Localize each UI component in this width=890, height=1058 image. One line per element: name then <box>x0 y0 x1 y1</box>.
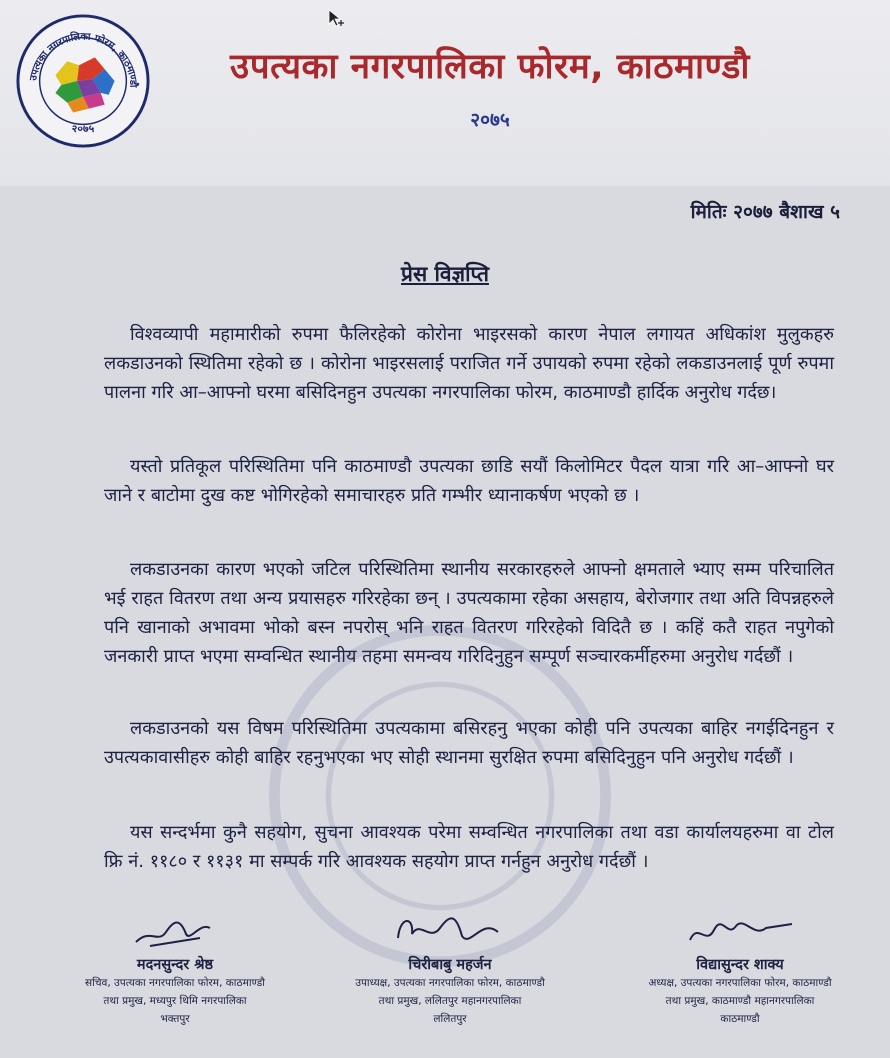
signatory-role: तथा प्रमुख, ललितपुर महानगरपालिका <box>378 995 522 1007</box>
paragraph: यस सन्दर्भमा कुनै सहयोग, सुचना आवश्यक परेमा सम्वन्धित नगरपालिका तथा वडा कार्यालयहरुमा वा टोल फ्रि नं. ११८० र ११३१ मा सम्पर्क गरि आवश्यक सहयोग प्राप्त गर्नहुन अनुरोध गर्दछौं । <box>104 822 834 872</box>
signatory-role: काठमाण्डौ <box>720 1013 760 1025</box>
signatory-role: तथा प्रमुख, मध्यपुर थिमि नगरपालिका <box>103 995 247 1007</box>
signatory-name: चिरीबाबु महर्जन <box>408 957 492 973</box>
signatory-role: भक्तपुर <box>160 1013 190 1025</box>
organization-year: २०७५ <box>470 109 510 131</box>
letterhead <box>0 0 890 186</box>
signatory-name: मदनसुन्दर श्रेष्ठ <box>136 957 214 973</box>
signatory-block <box>50 908 300 1028</box>
signatory-role: सचिव, उपत्यका नगरपालिका फोरम, काठमाण्डौ <box>85 977 265 989</box>
signatory-role: उपाध्यक्ष, उपत्यका नगरपालिका फोरम, काठमाण्डौ <box>355 977 545 989</box>
signature-icon <box>130 908 220 952</box>
signatory-role: ललितपुर <box>433 1013 467 1025</box>
seal-year: २०७५ <box>71 122 95 136</box>
signatory-block <box>320 908 580 1028</box>
signature-icon <box>390 908 510 952</box>
signature-icon <box>680 908 800 952</box>
signatory-block <box>610 908 870 1028</box>
paragraph: यस्तो प्रतिकूल परिस्थितिमा पनि काठमाण्डौ उपत्यका छाडि सयौं किलोमिटर पैदल यात्रा गरि आ–आफ्नो घर जाने र बाटोमा दुख कष्ट भोगिरहेको समाचारहरु प्रति गम्भीर ध्यानाकर्षण भएको छ । <box>104 456 834 506</box>
organization-name: उपत्यका नगरपालिका फोरम, काठमाण्डौ <box>230 47 750 87</box>
signatory-name: विद्यासुन्दर शाक्य <box>696 957 784 973</box>
paragraph: विश्वव्यापी महामारीको रुपमा फैलिरहेको कोरोना भाइरसको कारण नेपाल लगायत अधिकांश मुलुकहरु लकडाउनको स्थितिमा रहेको छ । कोरोना भाइरसलाई पराजित गर्ने उपायको रुपमा रहेको लकडाउनलाई पूर्ण रुपमा पालना गरि आ–आफ्नो घरमा बसिदिनहुन उपत्यका नगरपालिका फोरम, काठमाण्डौ हार्दिक अनुरोध गर्दछ। <box>104 324 834 403</box>
paragraph: लकडाउनको यस विषम परिस्थितिमा उपत्यकामा बसिरहनु भएका कोही पनि उपत्यका बाहिर नगईदिनहुन र उपत्यकावासीहरु कोही बाहिर रहनुभएका भए सोही स्थानमा सुरक्षित रुपमा बसिदिनुहुन पनि अनुरोध गर्दछौं । <box>104 718 834 768</box>
signatory-role: तथा प्रमुख, काठमाण्डौ महानगरपालिका <box>665 995 815 1007</box>
seal-logo-icon <box>14 12 152 150</box>
letter-title: प्रेस विज्ञप्ति <box>401 262 489 286</box>
letter-date: मितिः २०७७ बैशाख ५ <box>690 201 840 223</box>
signatory-role: अध्यक्ष, उपत्यका नगरपालिका फोरम, काठमाण्डौ <box>648 977 832 989</box>
seal-text: उपत्यका नगरपालिका फोरम, काठमाण्डौ <box>28 31 139 88</box>
cursor-icon <box>327 8 347 28</box>
paragraph: लकडाउनका कारण भएको जटिल परिस्थितिमा स्थानीय सरकारहरुले आफ्नो क्षमताले भ्याए सम्म परिचालित भई राहत वितरण तथा अन्य प्रयासहरु गरिरहेका छन् । उपत्यकामा रहेका असहाय, बेरोजगार तथा अति विपन्नहरुले पनि खानाको अभावमा भोको बस्न नपरोस् भनि राहत वितरण गरिरहेको विदितै छ । कहिं कतै राहत नपुगेको जनकारी प्राप्त भएमा सम्वन्धित स्थानीय तहमा समन्वय गरिदिनुहुन सम्पूर्ण सञ्चारकर्मीहरुमा अनुरोध गर्दछौं । <box>104 559 834 667</box>
